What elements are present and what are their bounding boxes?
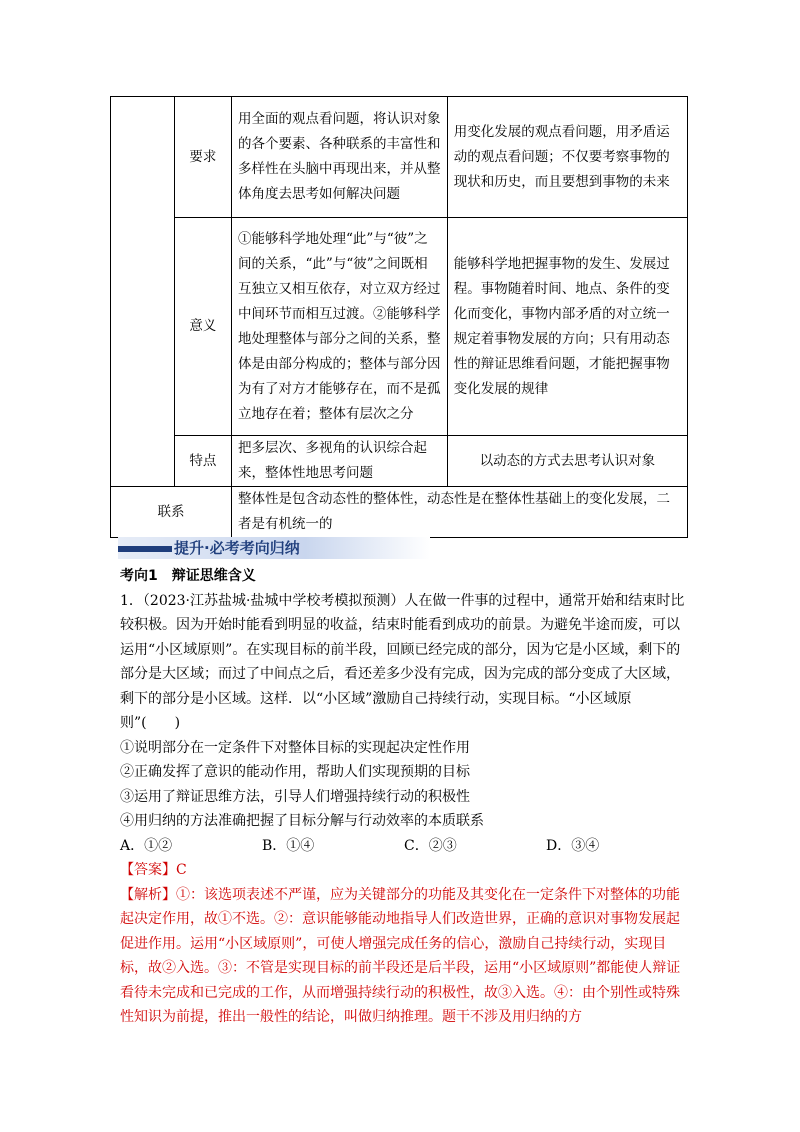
blank-merged-cell (111, 97, 175, 487)
table-row (111, 97, 688, 218)
relation-label: 联系 (111, 487, 232, 538)
dynamic-cell: 能够科学地把握事物的发生、发展过程。事物随着时间、地点、条件的变化而变化，事物内部矛盾的对立统一规定着事物发展的方向；只有用动态性的辩证思维看问题，才能把握事物变化发展的规律 (447, 218, 687, 436)
relation-text: 整体性是包含动态性的整体性，动态性是在整体性基础上的变化发展，二者是有机统一的 (232, 487, 688, 538)
question-stem: 1．（2023·江苏盐城·盐城中学校考模拟预测）人在做一件事的过程中，通常开始和结束时比较积极。因为开始时能看到明显的收益，结束时能看到成功的前景。为避免半途而废，可以运用“小区域原则”。在实现目标的前半段，回顾已经完成的部分，因为它是小区域，剩下的部分是大区域；而过了中间点之后，看还差多少没有完成，因为完成的部分变成了大区域，剩下的部分是小区域。这样．以“小区域”激励自己持续行动，实现目标。“小区域原则”( ) (120, 592, 685, 731)
row-label: 意义 (174, 218, 231, 436)
option: C．②③ (404, 837, 457, 854)
statement: ③运用了辩证思维方法，引导人们增强持续行动的积极性 (120, 788, 470, 805)
statement: ①说明部分在一定条件下对整体目标的实现起决定性作用 (120, 739, 470, 756)
holistic-cell: ①能够科学地处理“此”与“彼”之间的关系，“此”与“彼”之间既相互独立又相互依存，对立双方经过中间环节而相互过渡。②能够科学地处理整体与部分之间的关系，整体是由部分构成的；整体与部分因为有了对方才能够存在，而不是孤立地存在着；整体有层次之分 (232, 218, 448, 436)
table-row (111, 436, 688, 487)
holistic-cell: 把多层次、多视角的认识综合起来，整体性地思考问题 (232, 436, 448, 487)
statement: ④用归纳的方法准确把握了目标分解与行动效率的本质联系 (120, 813, 484, 829)
table-row (111, 218, 688, 436)
section-banner (118, 537, 430, 559)
row-label: 要求 (174, 97, 231, 218)
option: A．①② (120, 837, 173, 854)
section-heading: 考向1 辩证思维含义 (120, 568, 256, 584)
question-section (120, 564, 688, 1030)
dynamic-cell: 以动态的方式去思考认识对象 (447, 436, 687, 487)
holistic-cell: 用全面的观点看问题，将认识对象的各个要素、各种联系的丰富性和多样性在头脑中再现出来，并从整体角度去思考如何解决问题 (232, 97, 448, 218)
statement: ②正确发挥了意识的能动作用，帮助人们实现预期的目标 (120, 764, 470, 780)
row-label: 特点 (174, 436, 231, 487)
option: D．③④ (546, 837, 600, 854)
answer-label: 【答案】 (120, 862, 176, 878)
table-row (111, 487, 688, 538)
options-row (120, 834, 688, 859)
analysis-label: 【解析】 (120, 886, 176, 903)
analysis-text: ①：该选项表述不严谨，应为关键部分的功能及其变化在一定条件下对整体的功能起决定作用，故①不选。②：意识能够能动地指导人们改造世界，正确的意识对事物发展起促进作用。运用“小区域原则”，可使人增强完成任务的信心，激励自己持续行动，实现目标，故②入选。③：不管是实现目标的前半段还是后半段，运用“小区域原则”都能使人辩证看待未完成和已完成的工作，从而增强持续行动的积极性，故③入选。④：由个别性或特殊性知识为前提，推出一般性的结论，叫做归纳推理。题干不涉及用归纳的方 (120, 886, 681, 1025)
answer-line (120, 858, 688, 883)
option: B．①④ (262, 837, 315, 854)
banner-title: 提升·必考考向归纳 (174, 539, 300, 557)
analysis (120, 883, 688, 1030)
banner-bar (118, 546, 172, 552)
answer-value: C (176, 862, 187, 878)
dynamic-cell: 用变化发展的观点看问题，用矛盾运动的观点看问题；不仅要考察事物的现状和历史，而且要想到事物的未来 (447, 97, 687, 218)
comparison-table (110, 96, 688, 538)
